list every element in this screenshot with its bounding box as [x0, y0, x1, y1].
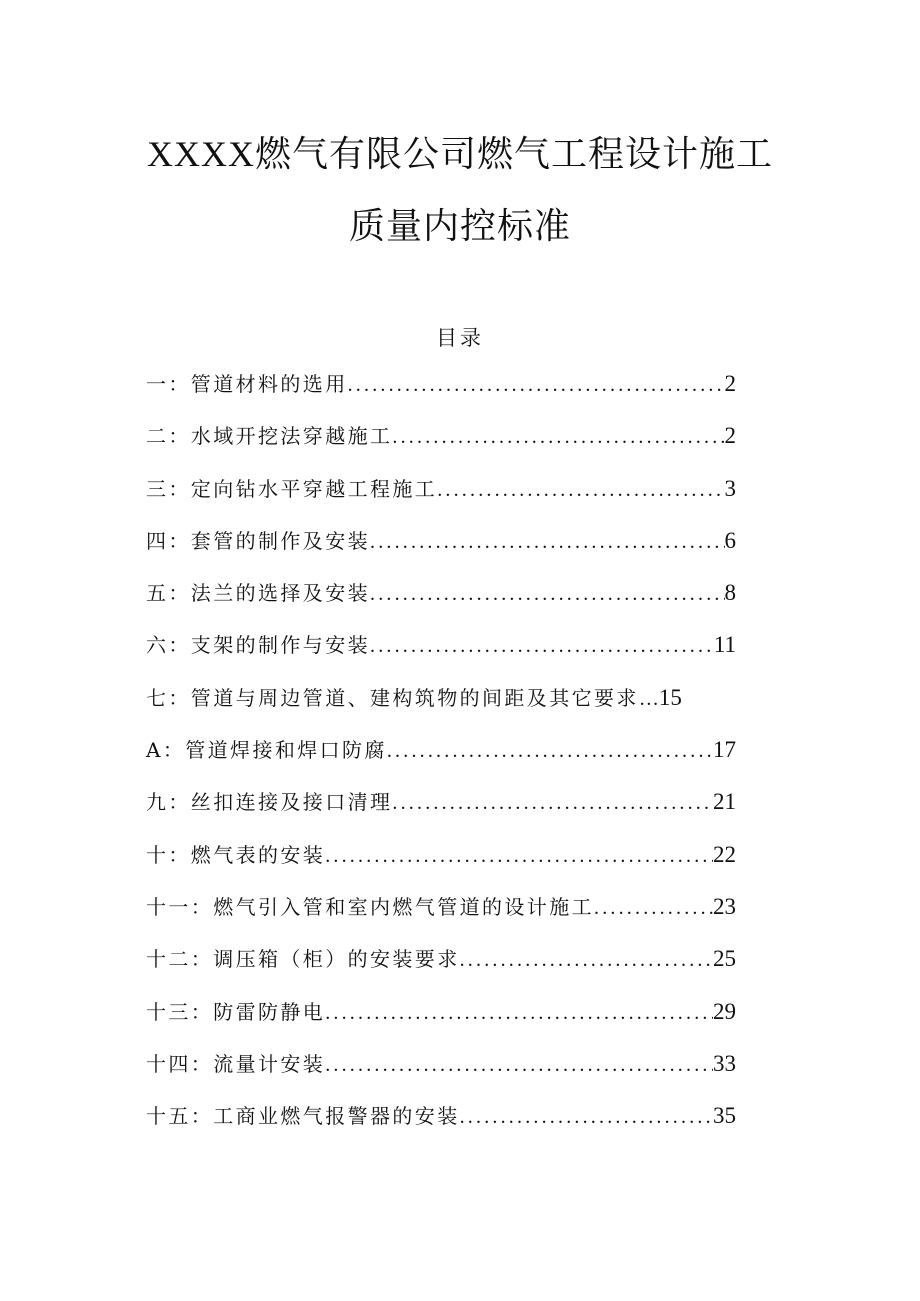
toc-entry-label: 十三：防雷防静电: [146, 999, 326, 1024]
toc-entry-page-number: 35: [713, 1103, 736, 1129]
toc-entry[interactable]: [146, 891, 736, 943]
toc-leader-dots: [325, 845, 713, 868]
toc-entry-page-number: 25: [713, 946, 736, 972]
toc-leader-dots: [387, 740, 713, 763]
toc-entry-page-number: 17: [713, 737, 736, 763]
toc-entry-page-number: 3: [724, 475, 736, 501]
toc-leader-dots: [594, 897, 713, 920]
toc-entry[interactable]: [146, 629, 736, 681]
toc-entry-label: A：管道焊接和焊口防腐: [146, 738, 387, 763]
toc-leader-dots: [392, 426, 724, 449]
table-of-contents: [146, 368, 736, 1152]
toc-entry-page-number: 29: [713, 998, 736, 1024]
toc-entry[interactable]: [146, 577, 736, 629]
toc-entry[interactable]: [146, 734, 736, 786]
toc-leader-dots: [325, 1002, 713, 1025]
toc-entry[interactable]: [146, 839, 736, 891]
toc-entry-label: 一：管道材料的选用: [146, 372, 348, 396]
toc-entry-label: 七：管道与周边管道、建构筑物的间距及其它要求: [146, 685, 639, 710]
toc-entry-page-number: 11: [713, 632, 736, 658]
toc-leader-dots: [392, 792, 713, 815]
toc-entry-page-number: 8: [724, 580, 736, 606]
document-title-line-2: 质量内控标准: [348, 206, 571, 247]
toc-entry-page-number: 15: [658, 684, 682, 710]
toc-entry[interactable]: [146, 943, 736, 995]
toc-entry-label: 三：定向钻水平穿越工程施工: [146, 476, 438, 501]
toc-entry-label: 四：套管的制作及安装: [146, 528, 370, 553]
toc-entry-page-number: 33: [713, 1050, 736, 1076]
toc-leader-dots: …: [638, 687, 659, 710]
toc-entry-label: 十四：流量计安装: [146, 1051, 326, 1076]
toc-entry[interactable]: [146, 368, 736, 420]
toc-entry[interactable]: [146, 473, 736, 525]
toc-entry-page-number: 22: [713, 841, 736, 867]
toc-entry-label: 六：支架的制作与安装: [146, 633, 370, 658]
toc-entry-label: 九：丝扣连接及接口清理: [146, 790, 393, 815]
toc-entry-label: 十一：燃气引入管和室内燃气管道的设计施工: [146, 894, 594, 919]
title-company-placeholder: XXXX: [146, 134, 255, 174]
toc-entry-label: 十二：调压箱（柜）的安装要求: [146, 947, 460, 972]
toc-entry-page-number: 21: [713, 789, 736, 815]
toc-entry[interactable]: [146, 1048, 736, 1100]
toc-entry-label: 十：燃气表的安装: [146, 842, 326, 867]
toc-entry[interactable]: [146, 420, 736, 472]
toc-entry-page-number: 23: [713, 893, 736, 919]
toc-leader-dots: [370, 635, 714, 658]
toc-heading: 目录: [436, 326, 484, 350]
toc-leader-dots: [370, 531, 725, 554]
toc-leader-dots: [370, 583, 725, 606]
toc-entry[interactable]: [146, 1100, 736, 1152]
toc-entry-label: 五：法兰的选择及安装: [146, 581, 370, 606]
toc-leader-dots: [460, 1106, 713, 1129]
toc-entry[interactable]: [146, 996, 736, 1048]
toc-entry-page-number: 6: [724, 527, 736, 553]
toc-entry[interactable]: [146, 525, 736, 577]
toc-entry-page-number: 2: [724, 371, 736, 396]
toc-entry[interactable]: [146, 682, 736, 734]
toc-entry-label: 十五：工商业燃气报警器的安装: [146, 1104, 460, 1129]
title-text: 燃气有限公司燃气工程设计施工: [254, 134, 773, 175]
toc-leader-dots: [325, 1054, 713, 1077]
document-title-line-1: [0, 126, 920, 177]
toc-entry[interactable]: [146, 786, 736, 838]
toc-leader-dots: [348, 374, 725, 397]
toc-entry-page-number: 2: [724, 423, 736, 449]
toc-leader-dots: [460, 949, 713, 972]
toc-leader-dots: [437, 479, 724, 502]
toc-entry-label: 二：水域开挖法穿越施工: [146, 424, 393, 449]
